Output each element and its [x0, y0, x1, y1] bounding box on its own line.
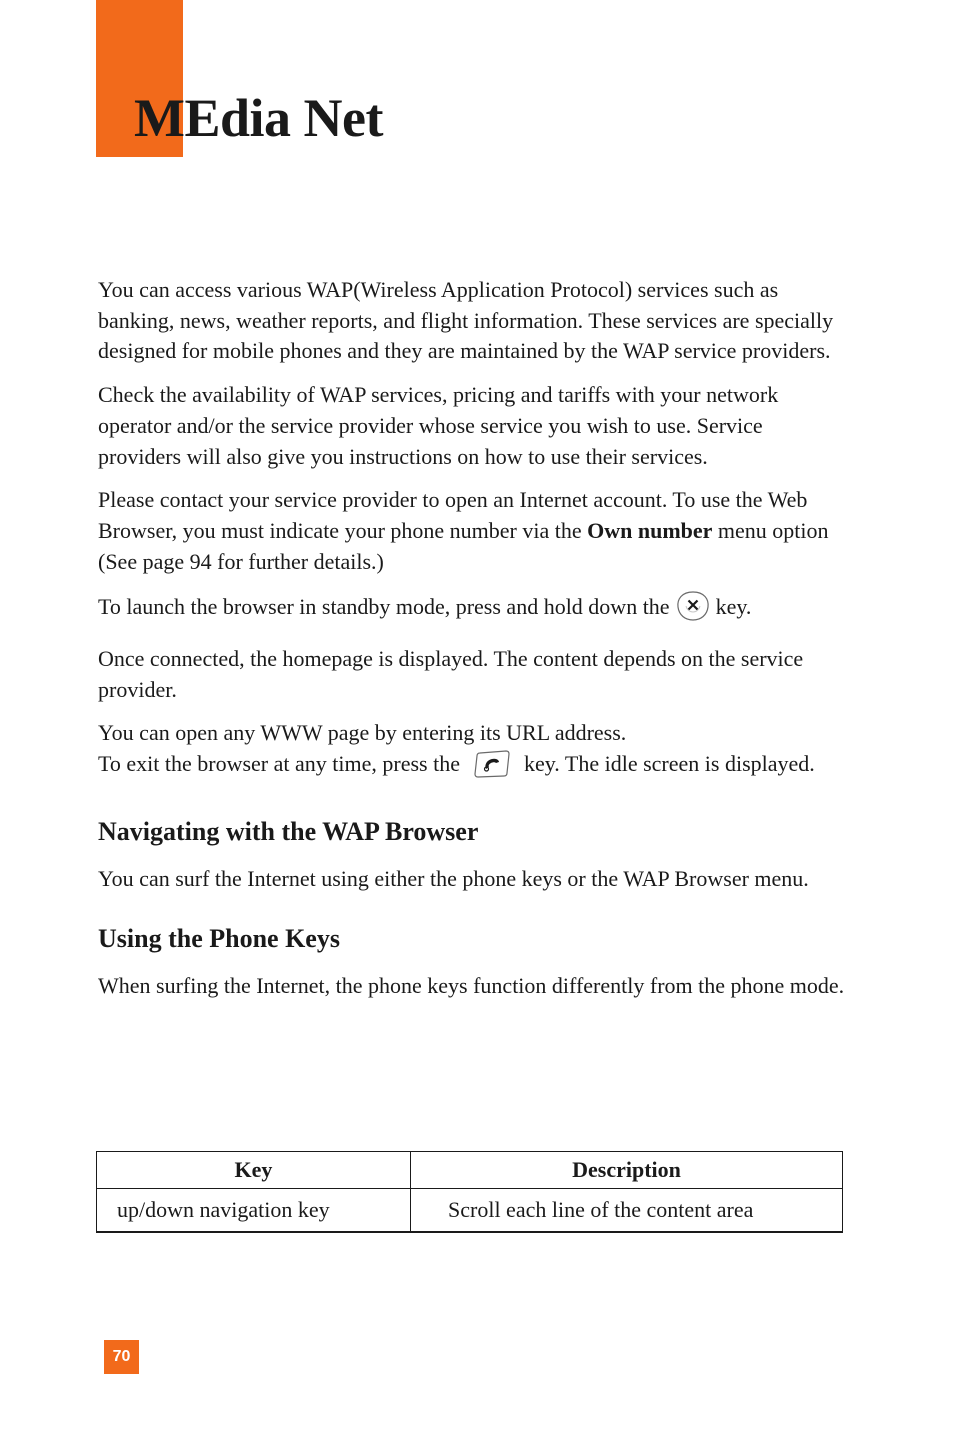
table-header-row [97, 1152, 843, 1189]
intro-paragraph-exit [98, 718, 846, 787]
phone-keys-table [96, 1151, 843, 1233]
account-text-end: menu option (See page 94 for further details.) [98, 517, 829, 574]
launch-text-start: To launch the browser in standby mode, press and hold down the [98, 594, 670, 620]
table-row [97, 1189, 843, 1233]
intro-paragraph-wap-services: You can access various WAP(Wireless Application Protocol) services such as banking, news, weather reports, and flight information. These services are specially designed for mobile phones and they are maintained by the WAP service providers. [98, 277, 834, 364]
intro-paragraph-homepage: Once connected, the homepage is displayed. The content depends on the service provider. [98, 646, 804, 702]
end-call-key-icon [472, 749, 512, 788]
phone-keys-heading: Using the Phone Keys [98, 923, 340, 953]
exit-text-start: To exit the browser at any time, press the [98, 751, 460, 777]
table-header-description: Description [411, 1152, 843, 1189]
phone-keys-body: When surfing the Internet, the phone keys function differently from the phone mode. [98, 972, 845, 998]
table-cell-key: up/down navigation key [97, 1189, 411, 1233]
navigating-body: You can surf the Internet using either the phone keys or the WAP Browser menu. [98, 865, 809, 891]
intro-paragraph-launch [98, 590, 846, 631]
main-content [98, 275, 846, 1014]
clear-key-icon [674, 590, 712, 631]
own-number-menu-label: Own number [587, 517, 713, 543]
url-text: You can open any WWW page by entering its URL address. [98, 720, 627, 746]
intro-paragraph-availability: Check the availability of WAP services, pricing and tariffs with your network operator and/or the service provider whose service you wish to use. Service providers will also give you instructions on how to use their services. [98, 382, 779, 469]
account-text-start: Please contact your service provider to open an Internet account. To use the Web Browser, you must indicate your phone number via the [98, 487, 808, 543]
page-title: MEdia Net [134, 88, 383, 148]
page-number-badge: 70 [104, 1340, 139, 1374]
table-cell-description: Scroll each line of the content area [411, 1189, 843, 1233]
table-header-key: Key [97, 1152, 411, 1189]
intro-paragraph-account [98, 485, 846, 577]
navigating-heading: Navigating with the WAP Browser [98, 816, 479, 846]
launch-text-end: key. [715, 594, 752, 620]
exit-text-end: key. The idle screen is displayed. [523, 751, 815, 777]
